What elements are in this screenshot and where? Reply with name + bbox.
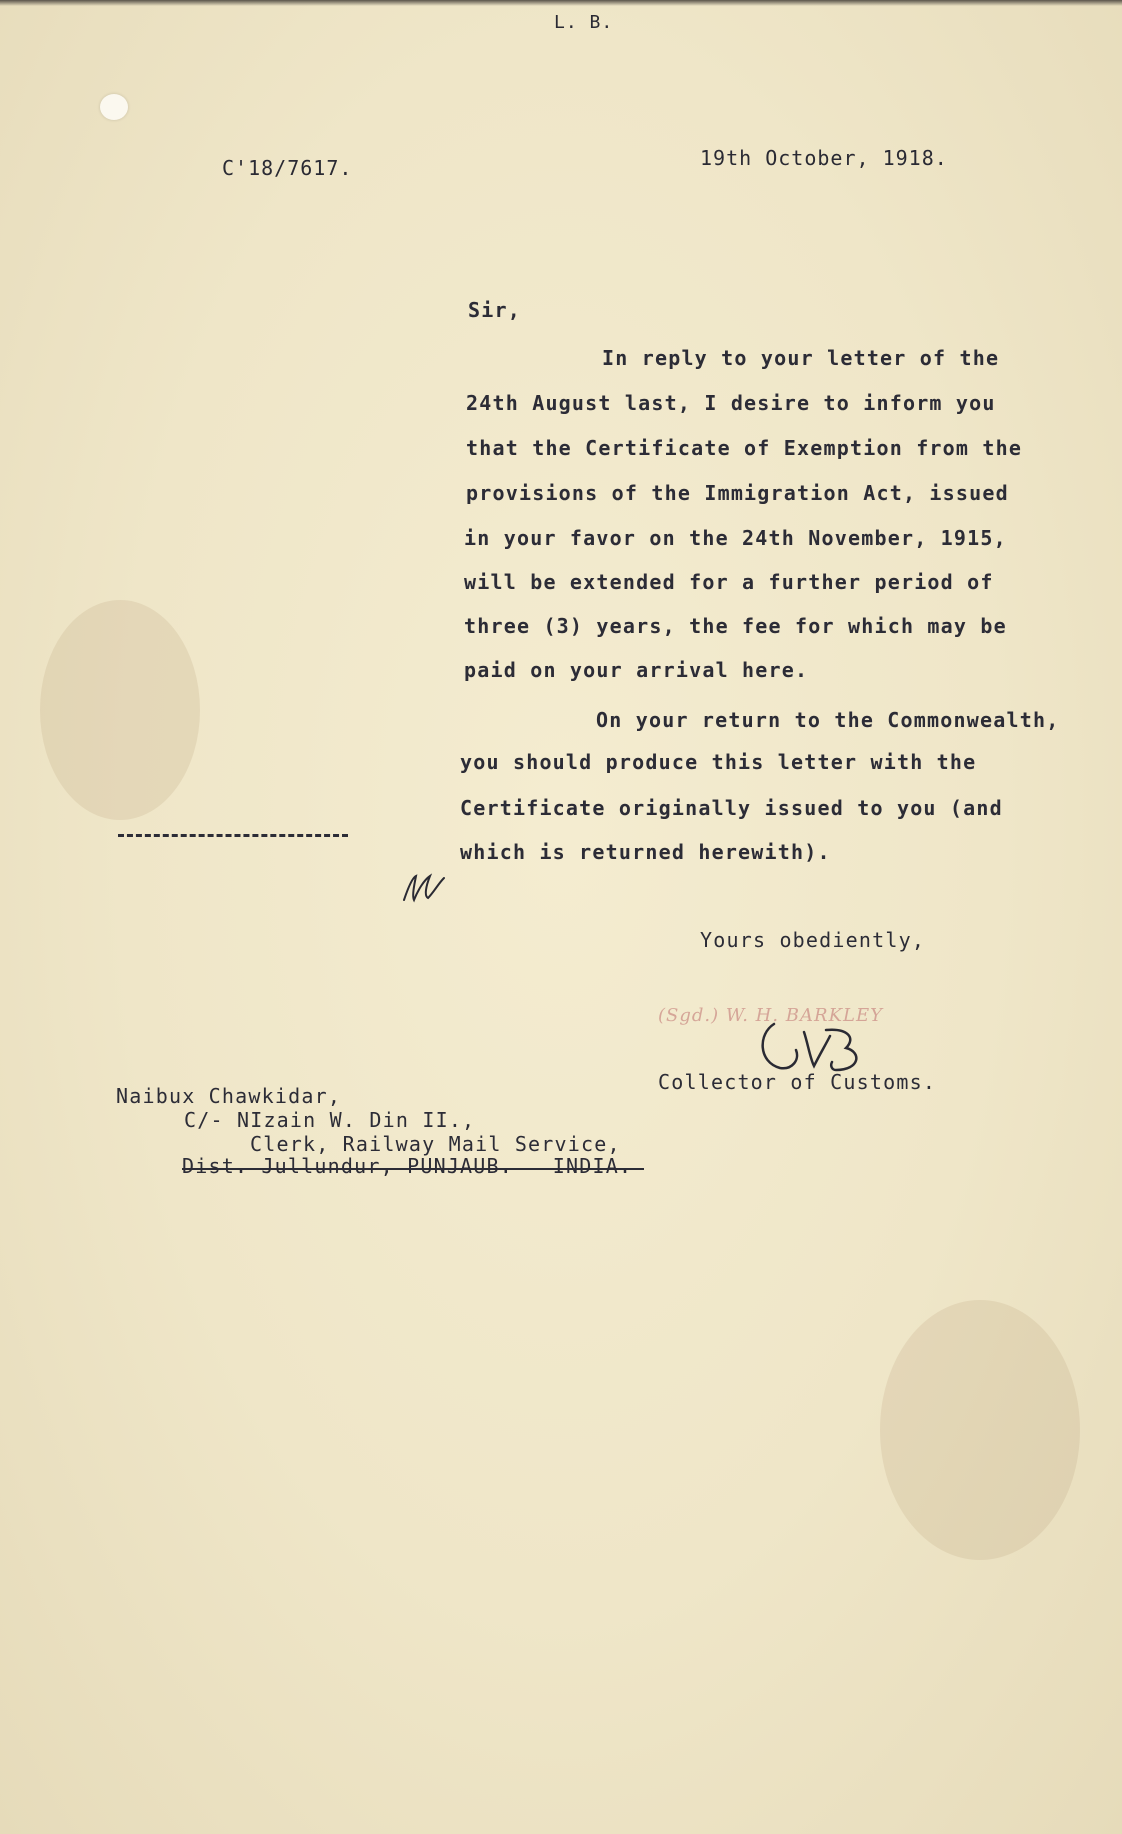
- letter-date: 19th October, 1918.: [700, 146, 948, 170]
- paragraph-line: which is returned herewith).: [460, 840, 831, 864]
- page-top-edge: [0, 0, 1122, 6]
- paragraph-line: will be extended for a further period of: [464, 570, 994, 594]
- address-underline: [182, 1168, 644, 1170]
- paragraph-line: you should produce this letter with the: [460, 750, 977, 774]
- letterbook-mark: L. B.: [554, 12, 614, 33]
- paper-stain: [40, 600, 200, 820]
- paragraph-line: In reply to your letter of the: [602, 346, 1000, 370]
- address-line: C/- NIzain W. Din II.,: [184, 1108, 476, 1132]
- paragraph-line: paid on your arrival here.: [464, 658, 809, 682]
- signatory-stamp: (Sgd.) W. H. BARKLEY: [658, 1005, 884, 1026]
- address-line: Clerk, Railway Mail Service,: [250, 1132, 621, 1156]
- paragraph-line: three (3) years, the fee for which may be: [464, 614, 1007, 638]
- handwritten-initials: [400, 870, 450, 906]
- closing: Yours obediently,: [700, 928, 926, 952]
- signatory-title: Collector of Customs.: [658, 1070, 937, 1094]
- paragraph-line: that the Certificate of Exemption from the: [466, 436, 1023, 460]
- address-line: Naibux Chawkidar,: [116, 1084, 342, 1108]
- punch-hole: [100, 94, 128, 120]
- paragraph-line: Certificate originally issued to you (and: [460, 796, 1003, 820]
- salutation: Sir,: [468, 298, 521, 322]
- paragraph-line: in your favor on the 24th November, 1915,: [464, 526, 1007, 550]
- address-line: Dist. Jullundur, PUNJAUB. INDIA.: [182, 1154, 633, 1178]
- paragraph-line: provisions of the Immigration Act, issued: [466, 481, 1009, 505]
- reference-number: C'18/7617.: [222, 156, 353, 180]
- paragraph-line: On your return to the Commonwealth,: [596, 708, 1060, 732]
- paper-stain: [880, 1300, 1080, 1560]
- dashed-rule: [118, 834, 348, 837]
- paragraph-line: 24th August last, I desire to inform you: [466, 391, 996, 415]
